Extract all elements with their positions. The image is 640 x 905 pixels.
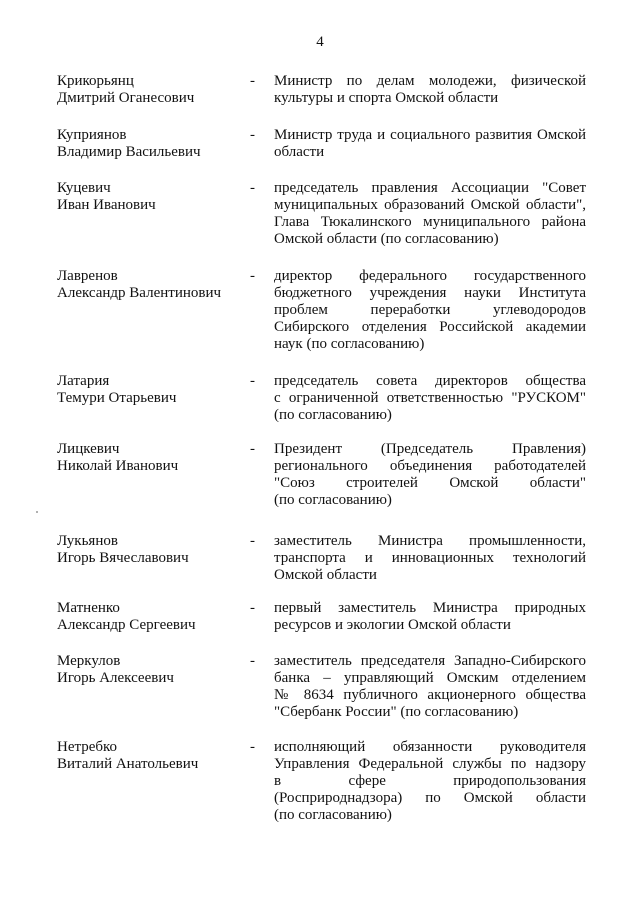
separator-dash: -: [250, 268, 255, 284]
member-position: [274, 180, 586, 248]
member-name: [57, 533, 242, 567]
position-line: (Росприроднадзора) по Омской области: [274, 790, 586, 806]
member-given-names: Александр Валентинович: [57, 285, 222, 301]
position-line: Министр труда и социального развития Омской: [274, 127, 586, 143]
position-line: области: [274, 144, 325, 160]
member-given-names: Игорь Вячеславович: [57, 550, 189, 566]
separator-dash: -: [250, 73, 255, 89]
position-line: председатель совета директоров общества: [274, 373, 586, 389]
position-line: бюджетного учреждения науки Института: [274, 285, 586, 301]
position-line: культуры и спорта Омской области: [274, 90, 499, 106]
position-line: (по согласованию): [274, 407, 392, 423]
member-position: [274, 533, 586, 584]
position-line: Омской области: [274, 567, 377, 583]
member-position: [274, 268, 586, 353]
position-line: директор федерального государственного: [274, 268, 586, 284]
member-given-names: Иван Иванович: [57, 197, 156, 213]
position-line: (по согласованию): [274, 492, 392, 508]
position-line: "Сбербанк России" (по согласованию): [274, 704, 519, 720]
position-line: в сфере природопользования: [274, 773, 586, 789]
member-given-names: Виталий Анатольевич: [57, 756, 199, 772]
position-line: (по согласованию): [274, 807, 392, 823]
separator-dash: -: [250, 533, 255, 549]
separator-dash: -: [250, 180, 255, 196]
separator-dash: -: [250, 739, 255, 755]
member-name: [57, 373, 242, 407]
position-line: банка – управляющий Омским отделением: [274, 670, 586, 686]
position-line: ресурсов и экологии Омской области: [274, 617, 511, 633]
member-surname: Куцевич: [57, 180, 111, 196]
member-name: [57, 739, 242, 773]
position-line: председатель правления Ассоциации "Совет: [274, 180, 586, 196]
member-given-names: Дмитрий Оганесович: [57, 90, 195, 106]
member-surname: Лицкевич: [57, 441, 120, 457]
member-position: [274, 600, 586, 634]
member-name: [57, 180, 242, 214]
member-position: [274, 441, 586, 509]
member-surname: Куприянов: [57, 127, 127, 143]
member-position: [274, 739, 586, 824]
member-position: [274, 127, 586, 161]
member-surname: Лавренов: [57, 268, 118, 284]
page-number: 4: [316, 34, 324, 50]
member-surname: Крикорьянц: [57, 73, 134, 89]
position-line: проблем переработки углеводородов: [274, 302, 586, 318]
member-position: [274, 73, 586, 107]
member-surname: Нетребко: [57, 739, 118, 755]
position-line: Омской области (по согласованию): [274, 231, 499, 247]
position-line: исполняющий обязанности руководителя: [274, 739, 586, 755]
position-line: транспорта и инновационных технологий: [274, 550, 586, 566]
position-line: муниципальных образований Омской области",: [274, 197, 586, 213]
position-line: Сибирского отделения Российской академии: [274, 319, 586, 335]
member-name: [57, 441, 242, 475]
position-line: заместитель председателя Западно-Сибирского: [274, 653, 586, 669]
member-given-names: Николай Иванович: [57, 458, 179, 474]
member-position: [274, 373, 586, 424]
position-line: Управления Федеральной службы по надзору: [274, 756, 586, 772]
member-surname: Матненко: [57, 600, 120, 616]
member-given-names: Игорь Алексеевич: [57, 670, 174, 686]
position-line: с ограниченной ответственностью "РУСКОМ": [274, 390, 586, 406]
position-line: Министр по делам молодежи, физической: [274, 73, 586, 89]
separator-dash: -: [250, 653, 255, 669]
position-line: регионального объединения работодателей: [274, 458, 586, 474]
separator-dash: -: [250, 441, 255, 457]
member-position: [274, 653, 586, 721]
position-line: № 8634 публичного акционерного общества: [274, 687, 586, 703]
member-name: [57, 600, 242, 634]
member-surname: Латария: [57, 373, 110, 389]
position-line: Президент (Председатель Правления): [274, 441, 586, 457]
position-line: первый заместитель Министра природных: [274, 600, 586, 616]
member-given-names: Александр Сергеевич: [57, 617, 196, 633]
member-name: [57, 268, 242, 302]
member-surname: Лукьянов: [57, 533, 118, 549]
separator-dash: -: [250, 600, 255, 616]
position-line: "Союз строителей Омской области": [274, 475, 586, 491]
member-name: [57, 73, 242, 107]
member-given-names: Владимир Васильевич: [57, 144, 201, 160]
position-line: наук (по согласованию): [274, 336, 425, 352]
member-given-names: Темури Отарьевич: [57, 390, 177, 406]
separator-dash: -: [250, 373, 255, 389]
scan-speck: [36, 511, 38, 513]
separator-dash: -: [250, 127, 255, 143]
position-line: заместитель Министра промышленности,: [274, 533, 586, 549]
member-name: [57, 127, 242, 161]
member-name: [57, 653, 242, 687]
member-surname: Меркулов: [57, 653, 121, 669]
position-line: Глава Тюкалинского муниципального района: [274, 214, 586, 230]
